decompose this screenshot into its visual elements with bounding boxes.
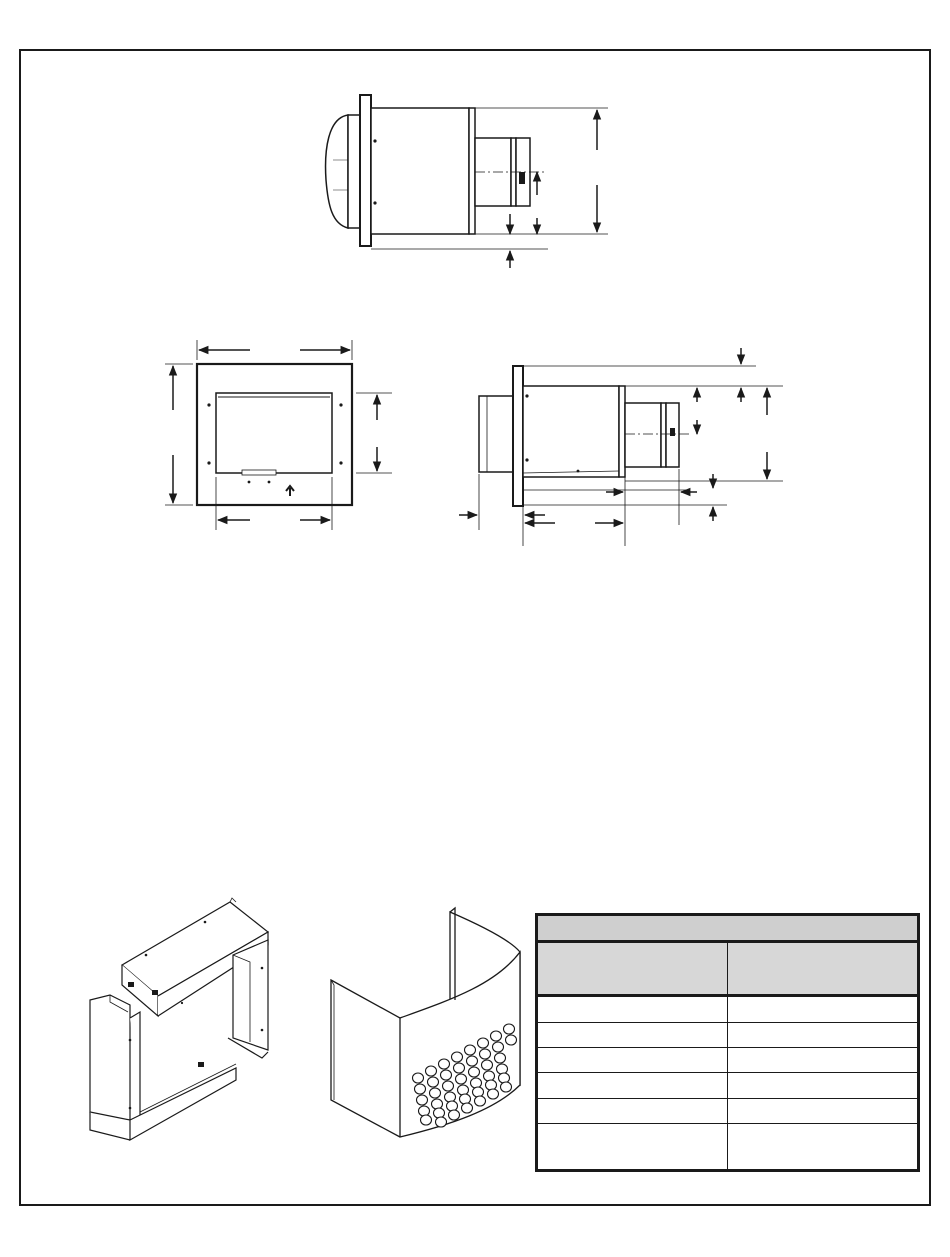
perforation-hole [441, 1070, 452, 1080]
perforation-hole [475, 1096, 486, 1106]
spec-table-header-row [537, 942, 919, 996]
perforation-hole [486, 1080, 497, 1090]
table-cell [537, 996, 728, 1022]
perforation-hole [417, 1095, 428, 1105]
table-cell [728, 1098, 919, 1123]
table-cell [537, 1022, 728, 1047]
perforation-hole [445, 1092, 456, 1102]
perforated-cap-isometric [331, 908, 520, 1137]
perforation-hole [462, 1103, 473, 1113]
perforation-hole [458, 1085, 469, 1095]
table-cell [728, 1022, 919, 1047]
perforation-hole [506, 1035, 517, 1045]
table-row [537, 1022, 919, 1047]
perforation-hole [436, 1117, 447, 1127]
side-view [459, 348, 783, 546]
spec-table-header [537, 942, 728, 996]
table-row [537, 1124, 919, 1171]
perforation-hole [430, 1088, 441, 1098]
perforation-hole [447, 1101, 458, 1111]
table-row [537, 996, 919, 1022]
perforation-hole [460, 1094, 471, 1104]
perforation-hole [497, 1064, 508, 1074]
perforation-hole [432, 1099, 443, 1109]
perforation-hole [428, 1077, 439, 1087]
perforation-hole [456, 1074, 467, 1084]
perforation-hole [495, 1053, 506, 1063]
front-view [165, 340, 392, 530]
spec-table-title-row [537, 915, 919, 942]
perforation-hole [434, 1108, 445, 1118]
table-cell [537, 1098, 728, 1123]
spec-table-title [537, 915, 919, 942]
perforation-hole [415, 1084, 426, 1094]
perforation-hole [413, 1073, 424, 1083]
perforation-hole [452, 1052, 463, 1062]
table-cell [728, 1048, 919, 1073]
table-cell [728, 1073, 919, 1098]
top-view [326, 95, 608, 268]
table-cell [728, 1124, 919, 1171]
perforation-hole [471, 1078, 482, 1088]
table-row [537, 1048, 919, 1073]
perforation-hole [443, 1081, 454, 1091]
perforation-hole [484, 1071, 495, 1081]
table-cell [537, 1073, 728, 1098]
table-cell [537, 1048, 728, 1073]
perforation-hole [473, 1087, 484, 1097]
perforation-hole [454, 1063, 465, 1073]
table-cell [537, 1124, 728, 1171]
perforation-hole [426, 1066, 437, 1076]
perforation-hole [504, 1024, 515, 1034]
perforation-hole [482, 1060, 493, 1070]
perforation-hole [419, 1106, 430, 1116]
perforation-hole [465, 1045, 476, 1055]
perforation-hole [480, 1049, 491, 1059]
perforation-hole [449, 1110, 460, 1120]
perforation-hole [491, 1031, 502, 1041]
perforation-hole [439, 1059, 450, 1069]
perforation-hole [478, 1038, 489, 1048]
perforation-hole [493, 1042, 504, 1052]
spec-table-header [728, 942, 919, 996]
table-row [537, 1098, 919, 1123]
table-row [537, 1073, 919, 1098]
standoff-kit-isometric [90, 898, 268, 1140]
perforation-hole [501, 1082, 512, 1092]
perforation-hole [421, 1115, 432, 1125]
perforation-hole [467, 1056, 478, 1066]
table-cell [728, 996, 919, 1022]
perforation-hole [488, 1089, 499, 1099]
spec-table [535, 913, 920, 1172]
perforation-hole [499, 1073, 510, 1083]
perforation-hole [469, 1067, 480, 1077]
